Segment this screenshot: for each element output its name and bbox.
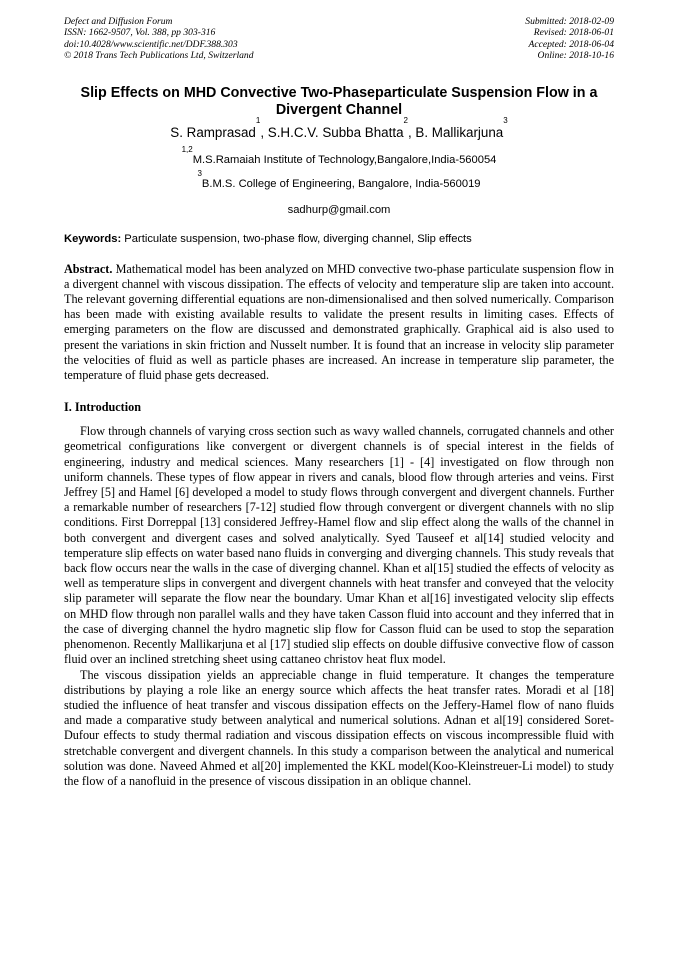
section-heading: I. Introduction	[64, 400, 141, 415]
intro-paragraph-1: Flow through channels of varying cross section such as wavy walled channels, corrugated channels and other geometrical configurations like convergent or divergent channels is of special interest in the fields of engineering, industry and medical sciences. Many researchers [1] - [4] investigated on flow through non uniform channels. These types of flow appear in rivers and canals, blood flow through arteries and veins. First Jeffrey [5] and Hamel [6] developed a model to study flows through convergent and divergent channels. Further a remarkable number of researchers [7-12] studied flow through convergent or divergent channels with no slip conditions. First Dorreppal [13] considered Jeffrey-Hamel flow and slip effect along the walls of the channel in both convergent and divergent cases and solved analytically. Syed Tauseef et al[14] studied velocity and temperature slip effects on water based nano fluids in converging and diverging channels. This study reveals that back flow occurs near the walls in the case of diverging channel. Khan et al[15] studied the effects of velocity as well as temperature slips in convergent and divergent channels with heat transfer and conveyed that the velocity slip parameter will separate the flow near the boundary. Umar Khan et al[16] investigated velocity slip effects on MHD flow through non parallel walls and they have taken Casson fluid into account and they inferred that in the case of diverging channel the hydro magnetic slip flow for Casson fluid can be used to stop the separation phenomenon. Recently Mallikarjuna et al [17] studied slip effects on double diffusive convective flow of casson fluid over an inclined stretching sheet using cattaneo christov heat flux model.	[64, 424, 614, 667]
keywords-label: Keywords:	[64, 232, 122, 245]
affiliation-1: $^{1,2}$M.S.Ramaiah Institute of Technology,Bangalore,India-560054	[181, 144, 497, 166]
abstract	[64, 262, 614, 384]
online-date: Online: 2018-10-16	[537, 50, 614, 62]
paper-title: Slip Effects on MHD Convective Two-Phaseparticulate Suspension Flow in a Divergent Channel	[80, 84, 598, 118]
journal-info	[64, 16, 254, 62]
author: S.H.C.V. Subba Bhatta$^2$,	[267, 115, 416, 140]
accepted-date: Accepted: 2018-06-04	[528, 38, 614, 50]
issn-line: ISSN: 1662-9507, Vol. 388, pp 303-316	[64, 27, 216, 39]
intro-paragraph-2: The viscous dissipation yields an appreciable change in fluid temperature. It changes the temperature distributions by playing a role like an energy source which affects the heat transfer rates. Moradi et al [18] studied the influence of heat transfer and viscous dissipation effects on the Jeffery-Hamel flow of nano fluids and made a comparative study between analytical and numerical solutions. Adnan et al[19] considered Soret-Dufour effects to study thermal radiation and viscous dissipation effects on viscous incompressible fluid with stretchable convergent and divergent channels. In this study a comparison between the analytical and numerical solution was done. Naveed Ahmed et al[20] implemented the KKL model(Koo-Kleinstreuer-Li model) to study the flow of a nanofluid in the presence of viscous dissipation in an oblique channel.	[64, 667, 614, 788]
copyright-line: © 2018 Trans Tech Publications Ltd, Switzerland	[64, 50, 254, 62]
publication-dates	[525, 16, 614, 62]
abstract-text: Mathematical model has been analyzed on MHD convective two-phase particulate suspension flow in a divergent channel with viscous dissipation. The effects of velocity and temperature slip are taken into account. The relevant governing differential equations are non-dimensionalised and then solved numerically. Comparison has been made with existing available results to validate the present results in limiting cases. Effects of emerging parameters on the flow are discussed and demonstrated graphically. Graphical aid is also used to present the variations in skin friction and Nusselt number. It is found that an increase in velocity slip parameter the velocities of fluid as well as particle phases are increased. An increase in temperature slip parameter, the temperature of fluid phase gets decreased.	[64, 261, 614, 383]
keywords	[64, 232, 614, 246]
author: S. Ramprasad$^1$,	[170, 115, 268, 140]
doi-line: doi:10.4028/www.scientific.net/DDF.388.303	[64, 38, 238, 50]
publication-header	[64, 16, 614, 62]
author-list	[64, 115, 614, 141]
author-email: sadhurp@gmail.com	[287, 203, 391, 216]
revised-date: Revised: 2018-06-01	[533, 27, 614, 39]
affiliation-2: $^3$B.M.S. College of Engineering, Bangalore, India-560019	[197, 168, 481, 190]
submitted-date: Submitted: 2018-02-09	[525, 16, 614, 27]
author: B. Mallikarjuna$^3$	[415, 115, 508, 140]
journal-name: Defect and Diffusion Forum	[64, 16, 173, 27]
abstract-label: Abstract.	[64, 261, 113, 276]
keywords-text: Particulate suspension, two-phase flow, diverging channel, Slip effects	[121, 232, 472, 245]
